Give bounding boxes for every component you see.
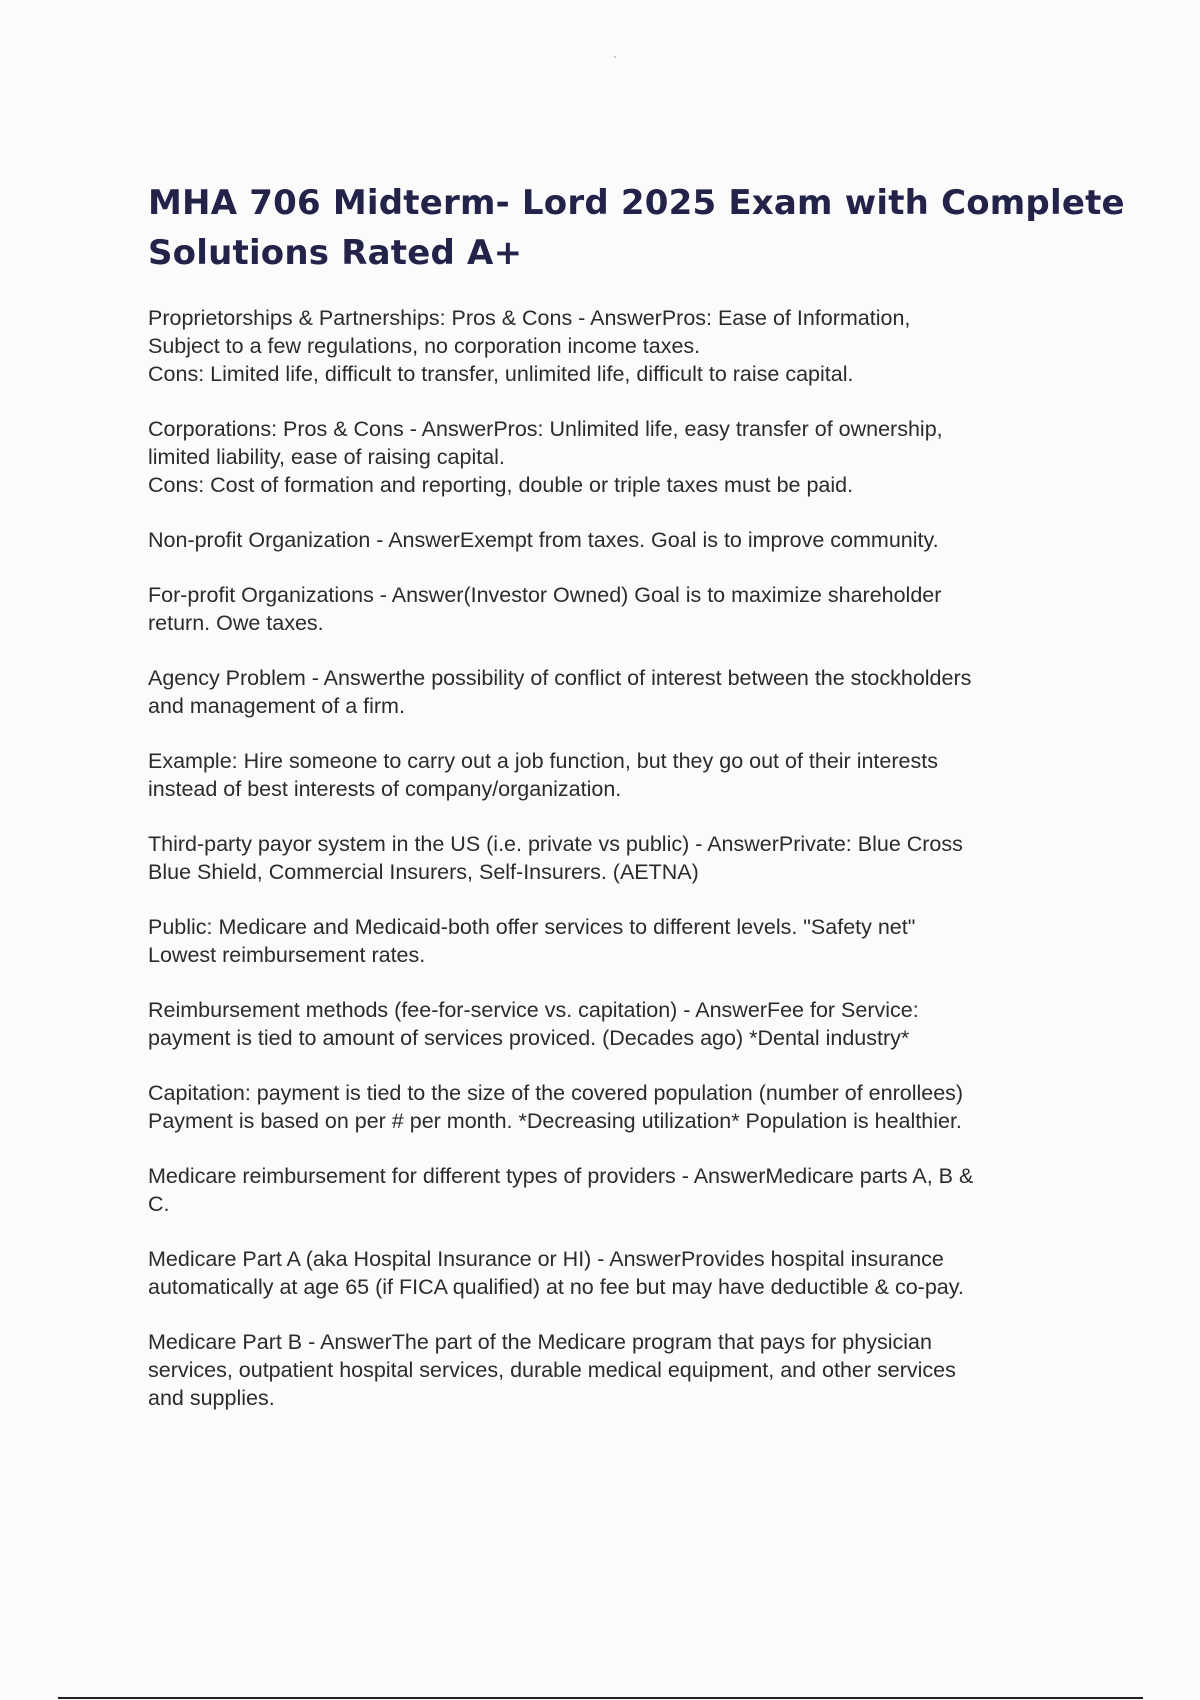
- text-line: return. Owe taxes.: [148, 611, 324, 635]
- text-line: Subject to a few regulations, no corporation income taxes.: [148, 334, 701, 358]
- text-line: Reimbursement methods (fee-for-service vs. capitation) - AnswerFee for Service:: [148, 998, 919, 1022]
- text-line: For-profit Organizations - Answer(Investor Owned) Goal is to maximize shareholder: [148, 583, 942, 607]
- qa-medicare-part-a: [148, 1245, 1088, 1301]
- text-line: Corporations: Pros & Cons - AnswerPros: Unlimited life, easy transfer of ownership,: [148, 417, 943, 441]
- text-line: and management of a firm.: [148, 694, 405, 718]
- qa-for-profit: [148, 581, 1088, 637]
- text-line: services, outpatient hospital services, durable medical equipment, and other services: [148, 1358, 956, 1382]
- text-line: Lowest reimbursement rates.: [148, 943, 426, 967]
- qa-example: [148, 747, 1088, 803]
- text-line: instead of best interests of company/organization.: [148, 777, 622, 801]
- qa-corporations: [148, 415, 1088, 499]
- footer-divider: [58, 1697, 1143, 1699]
- qa-proprietorships: [148, 304, 1088, 388]
- text-line: Public: Medicare and Medicaid-both offer services to different levels. "Safety net": [148, 915, 916, 939]
- text-line: Proprietorships & Partnerships: Pros & Cons - AnswerPros: Ease of Information,: [148, 306, 911, 330]
- title-line: MHA 706 Midterm- Lord 2025 Exam with Complete: [148, 183, 1125, 223]
- title-line: Solutions Rated A+: [148, 233, 523, 273]
- qa-third-party-payor: [148, 830, 1088, 886]
- qa-capitation: [148, 1079, 1088, 1135]
- qa-medicare-reimbursement: [148, 1162, 1088, 1218]
- text-line: Medicare reimbursement for different types of providers - AnswerMedicare parts A, B &: [148, 1164, 974, 1188]
- text-line: payment is tied to amount of services proviced. (Decades ago) *Dental industry*: [148, 1026, 910, 1050]
- text-line: C.: [148, 1192, 170, 1216]
- text-line: Example: Hire someone to carry out a job function, but they go out of their interests: [148, 749, 938, 773]
- document-body: [148, 304, 1088, 1439]
- text-line: Capitation: payment is tied to the size of the covered population (number of enrollees): [148, 1081, 964, 1105]
- text-line: Medicare Part A (aka Hospital Insurance or HI) - AnswerProvides hospital insurance: [148, 1247, 944, 1271]
- qa-public-payor: [148, 913, 1088, 969]
- text-line: Cons: Cost of formation and reporting, double or triple taxes must be paid.: [148, 473, 854, 497]
- text-line: automatically at age 65 (if FICA qualified) at no fee but may have deductible & co-pay.: [148, 1275, 964, 1299]
- qa-medicare-part-b: [148, 1328, 1088, 1412]
- qa-reimbursement-methods: [148, 996, 1088, 1052]
- text-line: Third-party payor system in the US (i.e. private vs public) - AnswerPrivate: Blue Cross: [148, 832, 963, 856]
- text-line: and supplies.: [148, 1386, 275, 1410]
- text-line: Agency Problem - Answerthe possibility of conflict of interest between the stockholders: [148, 666, 972, 690]
- text-line: Cons: Limited life, difficult to transfer, unlimited life, difficult to raise capital.: [148, 362, 854, 386]
- qa-non-profit: [148, 526, 1088, 554]
- text-line: limited liability, ease of raising capital.: [148, 445, 505, 469]
- text-line: Medicare Part B - AnswerThe part of the Medicare program that pays for physician: [148, 1330, 932, 1354]
- text-line: Payment is based on per # per month. *Decreasing utilization* Population is healthier.: [148, 1109, 962, 1133]
- text-line: Blue Shield, Commercial Insurers, Self-Insurers. (AETNA): [148, 860, 699, 884]
- scan-speck: [614, 56, 616, 58]
- qa-agency-problem: [148, 664, 1088, 720]
- document-title: [148, 178, 1125, 278]
- text-line: Non-profit Organization - AnswerExempt from taxes. Goal is to improve community.: [148, 528, 939, 552]
